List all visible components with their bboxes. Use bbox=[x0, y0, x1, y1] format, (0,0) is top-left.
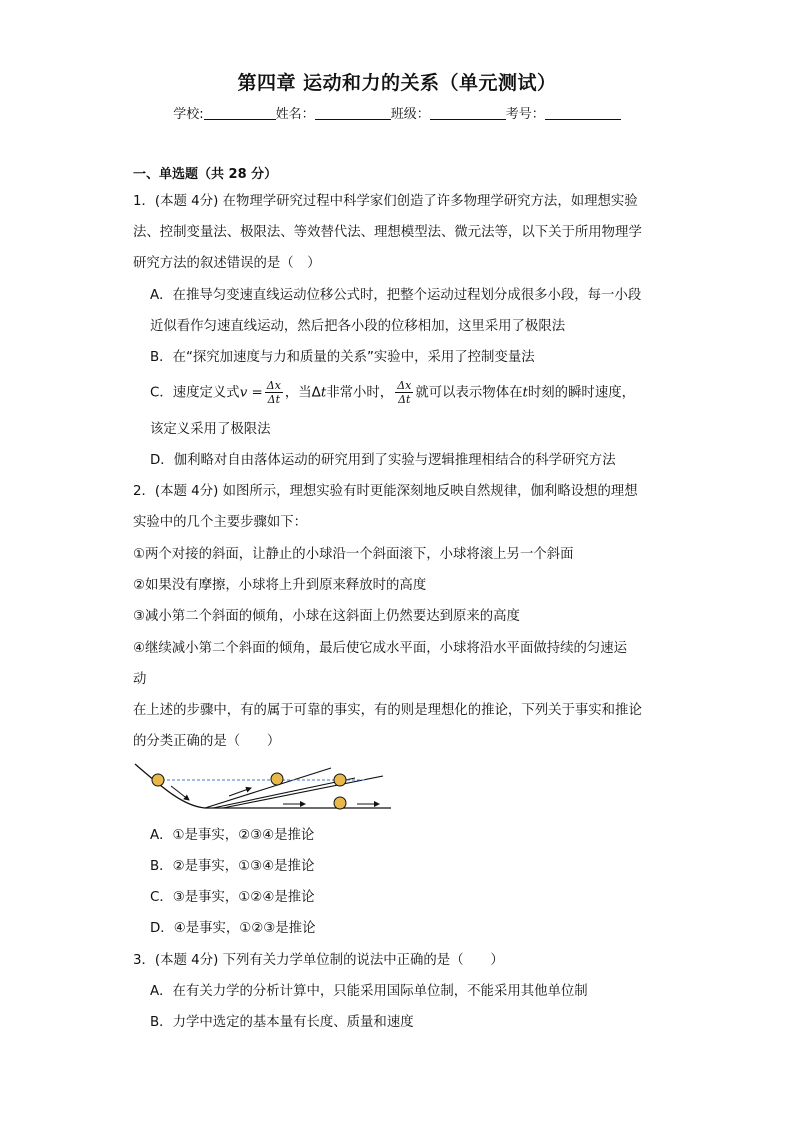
q2-step3: ③减小第二个斜面的倾角，小球在这斜面上仍然要达到原来的高度 bbox=[133, 609, 520, 624]
q3-option-a[interactable]: A．在有关力学的分析计算中，只能采用国际单位制，不能采用其他单位制 bbox=[150, 984, 588, 999]
q1-c-frac-den: Δt bbox=[267, 393, 281, 406]
q1-option-a-line1[interactable]: A．在推导匀变速直线运动位移公式时，把整个运动过程划分成很多小段，每一小段 bbox=[150, 288, 642, 303]
section-heading: 一、单选题（共 28 分） bbox=[133, 167, 278, 182]
q2-option-d[interactable]: D．④是事实，①②③是推论 bbox=[150, 921, 316, 936]
name-field[interactable] bbox=[315, 107, 391, 120]
q1-c-mid: ，当Δ bbox=[284, 385, 321, 401]
arrow-down-incline bbox=[171, 786, 189, 800]
id-label: 考号： bbox=[505, 107, 545, 122]
school-label: 学校: bbox=[173, 107, 204, 122]
q2-option-b[interactable]: B．②是事实，①③④是推论 bbox=[150, 859, 315, 874]
q1-stem-line2: 法、控制变量法、极限法、等效替代法、理想模型法、微元法等，以下关于所用物理学 bbox=[133, 225, 642, 240]
q1-c-mid2: 非常小时， bbox=[326, 385, 394, 401]
q1-c-t: t bbox=[320, 385, 327, 401]
q1-option-b[interactable]: B．在“探究加速度与力和质量的关系”实验中，采用了控制变量法 bbox=[150, 350, 535, 365]
incline-surface bbox=[135, 764, 391, 808]
q1-c-fraction bbox=[265, 379, 283, 406]
incline-shallow bbox=[223, 776, 383, 808]
q1-c-post: 就可以表示物体在 bbox=[415, 385, 523, 401]
q2-stem-line1: 2．(本题 4分) 如图所示，理想实验有时更能深刻地反映自然规律，伽利略设想的理想 bbox=[133, 484, 638, 499]
name-label: 姓名： bbox=[275, 107, 315, 122]
q2-option-a[interactable]: A．①是事实，②③④是推论 bbox=[150, 828, 315, 843]
id-field[interactable] bbox=[545, 107, 621, 120]
q1-option-c-line2: 该定义采用了极限法 bbox=[150, 422, 271, 437]
q1-stem-line1: 1．(本题 4分) 在物理学研究过程中科学家们创造了许多物理学研究方法，如理想实验 bbox=[133, 194, 638, 209]
q3-stem: 3．(本题 4分) 下列有关力学单位制的说法中正确的是（ ） bbox=[133, 953, 504, 968]
class-field[interactable] bbox=[430, 107, 506, 120]
q1-c-frac2-num: Δx bbox=[397, 379, 412, 392]
q1-c-frac-num: Δx bbox=[266, 379, 281, 392]
q2-ask-line1: 在上述的步骤中，有的属于可靠的事实，有的则是理想化的推论，下列关于事实和推论 bbox=[133, 703, 642, 718]
q1-c-frac2-den: Δt bbox=[398, 393, 411, 406]
q2-step4-line2: 动 bbox=[133, 672, 147, 687]
ball-steep bbox=[271, 773, 283, 785]
q2-step1: ①两个对接的斜面，让静止的小球沿一个斜面滚下，小球将滚上另一个斜面 bbox=[133, 547, 574, 562]
q2-step2: ②如果没有摩擦，小球将上升到原来释放时的高度 bbox=[133, 578, 427, 593]
q1-c-post2: 时刻的瞬时速度， bbox=[527, 385, 635, 401]
q1-option-d[interactable]: D．伽利略对自由落体运动的研究用到了实验与逻辑推理相结合的科学研究方法 bbox=[150, 453, 616, 468]
page-title: 第四章 运动和力的关系（单元测试） bbox=[237, 72, 557, 94]
class-label: 班级： bbox=[390, 107, 430, 122]
q1-c-t2: t bbox=[522, 385, 528, 401]
incline-steep bbox=[205, 768, 331, 808]
q1-c-fraction2 bbox=[395, 379, 413, 406]
q2-option-c[interactable]: C．③是事实，①②④是推论 bbox=[150, 890, 315, 905]
student-info-row bbox=[0, 103, 794, 122]
q2-ask-line2: 的分类正确的是（ ） bbox=[133, 734, 281, 749]
q1-c-velocity-symbol: v = bbox=[239, 385, 263, 401]
q1-option-c[interactable] bbox=[150, 379, 635, 406]
q1-stem-line3: 研究方法的叙述错误的是（ ） bbox=[133, 256, 321, 271]
q2-stem-line2: 实验中的几个主要步骤如下： bbox=[133, 515, 308, 530]
q1-option-a-line2: 近似看作匀速直线运动，然后把各小段的位移相加，这里采用了极限法 bbox=[150, 319, 566, 334]
q3-option-b[interactable]: B．力学中选定的基本量有长度、质量和速度 bbox=[150, 1015, 414, 1030]
galileo-inclined-plane-figure bbox=[133, 760, 395, 814]
ball-start bbox=[152, 774, 164, 786]
ball-horizontal bbox=[334, 797, 346, 809]
q1-c-prefix: C．速度定义式 bbox=[150, 385, 240, 401]
school-field[interactable] bbox=[204, 107, 276, 120]
ball-medium bbox=[334, 774, 346, 786]
q2-step4-line1: ④继续减小第二个斜面的倾角，最后使它成水平面，小球将沿水平面做持续的匀速运 bbox=[133, 641, 628, 656]
